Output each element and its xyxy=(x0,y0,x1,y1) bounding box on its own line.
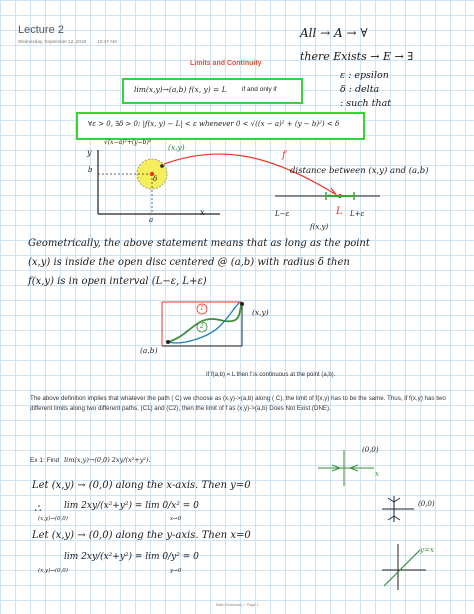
limit-along-y: lim 2xy/(x²+y²) = lim 0/y² = 0 xyxy=(64,552,199,562)
limit-along-x-sub2: x→0 xyxy=(170,516,182,522)
limit-expression: lim(x,y)→(a,b) f(x, y) = L xyxy=(134,85,227,94)
y-axis-label: y xyxy=(87,148,92,157)
page-title: Lecture 2 xyxy=(18,24,64,36)
time-text: 10:47 AM xyxy=(97,39,117,44)
function-f-label: f xyxy=(282,150,286,161)
path-1-label: 1 xyxy=(200,305,204,312)
along-y-axis-line: Let (x,y) → (0,0) along the y-axis. Then x=0 xyxy=(32,530,251,541)
iff-text: if and only if xyxy=(242,86,277,93)
limit-along-x-sub1: (x,y)→(0,0) xyxy=(38,516,68,522)
symbol-all: All → A → ∀ xyxy=(300,26,368,40)
x-axis-label: x xyxy=(200,208,205,217)
b-label: b xyxy=(88,166,93,174)
limit-L-label: L xyxy=(336,206,343,217)
distance-note: distance between (x,y) and (a,b) xyxy=(290,166,429,176)
path-2-label: 2 xyxy=(200,323,204,330)
handwritten-line-2: (x,y) is inside the open disc centered @ (a,b) with radius δ then xyxy=(28,257,350,268)
fxy-label: f(x,y) xyxy=(310,223,329,231)
upper-bound-label: L+ε xyxy=(350,210,365,218)
handwritten-line-1: Geometrically, the above statement means that as long as the point xyxy=(28,238,370,249)
example-label: Ex 1: Find xyxy=(30,457,60,464)
limit-along-y-sub1: (x,y)→(0,0) xyxy=(38,568,68,574)
lower-bound-label: L−ε xyxy=(275,210,290,218)
symbol-delta: δ : delta xyxy=(340,84,380,95)
limit-definition-box xyxy=(122,78,303,104)
therefore-symbol: ∴ xyxy=(34,502,41,515)
definition-paragraph: The above definition implies that whatever the path ( C) we choose as (x,y)->(a,b) along ( C), the limit of f(x,y) has to be the same. Thus, if f(x,y) has two different limits along two different paths, (C1) and (C2), then the limit of f as (x,y)->(a,b) Does Not Exist (DNE). xyxy=(30,395,446,413)
limit-diagram xyxy=(80,136,400,236)
x-axis-sketch-label: x xyxy=(375,470,379,478)
section-title: Limits and Continuity xyxy=(190,60,262,67)
epsilon-delta-expression: ∀ε > 0, ∃δ > 0: |f(x, y) − L| < ε whenever 0 < √((x − a)² + (y − b)²) < δ xyxy=(88,120,340,128)
delta-radius-label: δ xyxy=(153,175,158,183)
paths-diagram xyxy=(150,296,280,366)
example-title xyxy=(30,456,151,464)
distance-formula-label: √(x−a)²+(y−b)² xyxy=(104,139,152,146)
symbol-epsilon: ε : epsilon xyxy=(340,70,389,81)
fig2-point-xy: (x,y) xyxy=(252,308,269,317)
handwritten-line-3: f(x,y) is in open interval (L−ε, L+ε) xyxy=(28,276,207,287)
y-equals-x-label: y=x xyxy=(420,546,434,554)
a-label: a xyxy=(149,216,154,224)
limit-along-x: lim 2xy/(x²+y²) = lim 0/x² = 0 xyxy=(64,501,199,511)
origin-sketch-2 xyxy=(378,494,418,524)
symbol-exists: there Exists → E → ∃ xyxy=(300,50,414,63)
page-footer: Math Dictionary > Page 1 xyxy=(216,603,259,607)
continuity-statement: If f(a,b) = L then f is continuous at the point (a,b). xyxy=(206,372,336,378)
date-text: Wednesday, September 12, 2018 xyxy=(18,39,87,44)
example-expression: lim(x,y)→(0,0) 2xy/(x²+y²). xyxy=(64,456,151,464)
origin-label-2: (0,0) xyxy=(418,500,435,508)
fig2-point-ab: (a,b) xyxy=(140,346,158,355)
along-x-axis-line: Let (x,y) → (0,0) along the x-axis. Then y=0 xyxy=(32,480,251,491)
point-xy-label: (x,y) xyxy=(168,143,185,152)
origin-label-1: (0,0) xyxy=(362,446,379,454)
page-date xyxy=(18,39,117,44)
symbol-such-that: : such that xyxy=(340,98,392,109)
limit-along-y-sub2: y→0 xyxy=(170,568,182,574)
